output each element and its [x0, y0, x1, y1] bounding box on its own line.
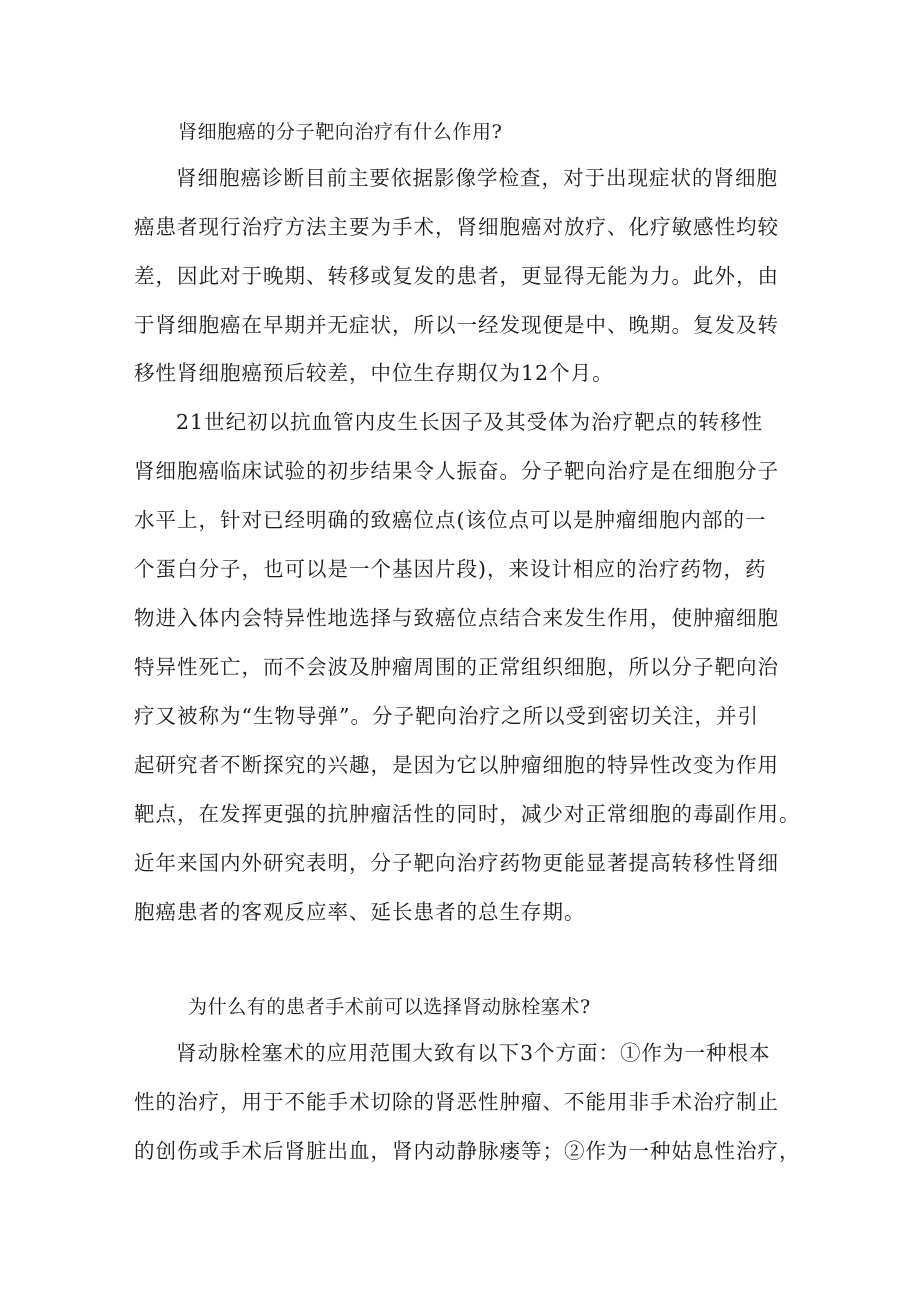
section1-para1-line-5: 移性肾细胞癌预后较差，中位生存期仅为12个月。: [134, 361, 614, 385]
section1-para2-line-8: 起研究者不断探究的兴趣，是因为它以肿瘤细胞的特异性改变为作用: [134, 753, 779, 777]
section1-para2-line-7: 疗又被称为“生物导弹”。分子靶向治疗之所以受到密切关注，并引: [134, 704, 759, 728]
section1-para2-line-10: 近年来国内外研究表明，分子靶向治疗药物更能显著提高转移性肾细: [134, 851, 779, 875]
section1-para1-line-2: 癌患者现行治疗方法主要为手术，肾细胞癌对放疗、化疗敏感性均较: [134, 215, 779, 239]
section2-para1-line-3: 的创伤或手术后肾脏出血，肾内动静脉瘘等；②作为一种姑息性治疗，: [134, 1139, 801, 1163]
section1-para2-line-6: 特异性死亡，而不会波及肿瘤周围的正常组织细胞，所以分子靶向治: [134, 655, 779, 679]
section1-para2-line-1: 21世纪初以抗血管内皮生长因子及其受体为治疗靶点的转移性: [176, 410, 764, 434]
section1-question: 肾细胞癌的分子靶向治疗有什么作用?: [178, 121, 503, 143]
section2-para1-line-1: 肾动脉栓塞术的应用范围大致有以下3个方面：①作为一种根本: [176, 1041, 771, 1065]
section2-para1-line-2: 性的治疗，用于不能手术切除的肾恶性肿瘤、不能用非手术治疗制止: [134, 1090, 779, 1114]
section1-para2-line-2: 肾细胞癌临床试验的初步结果令人振奋。分子靶向治疗是在细胞分子: [134, 459, 779, 483]
section1-para2-line-11: 胞癌患者的客观反应率、延长患者的总生存期。: [134, 900, 586, 924]
section1-para2-line-3: 水平上，针对已经明确的致癌位点(该位点可以是肿瘤细胞内部的一: [134, 508, 767, 532]
section1-para2-line-5: 物进入体内会特异性地选择与致癌位点结合来发生作用，使肿瘤细胞: [134, 606, 779, 630]
section1-para2-line-4: 个蛋白分子，也可以是一个基因片段)，来设计相应的治疗药物，药: [134, 557, 767, 581]
section1-para1-line-4: 于肾细胞癌在早期并无症状，所以一经发现便是中、晚期。复发及转: [134, 313, 779, 337]
section2-question: 为什么有的患者手术前可以选择肾动脉栓塞术?: [188, 996, 591, 1018]
section1-para2-line-9: 靶点，在发挥更强的抗肿瘤活性的同时，减少对正常细胞的毒副作用。: [134, 802, 801, 826]
section1-para1-line-3: 差，因此对于晚期、转移或复发的患者，更显得无能为力。此外，由: [134, 264, 779, 288]
section1-para1-line-1: 肾细胞癌诊断目前主要依据影像学检查，对于出现症状的肾细胞: [176, 166, 778, 190]
